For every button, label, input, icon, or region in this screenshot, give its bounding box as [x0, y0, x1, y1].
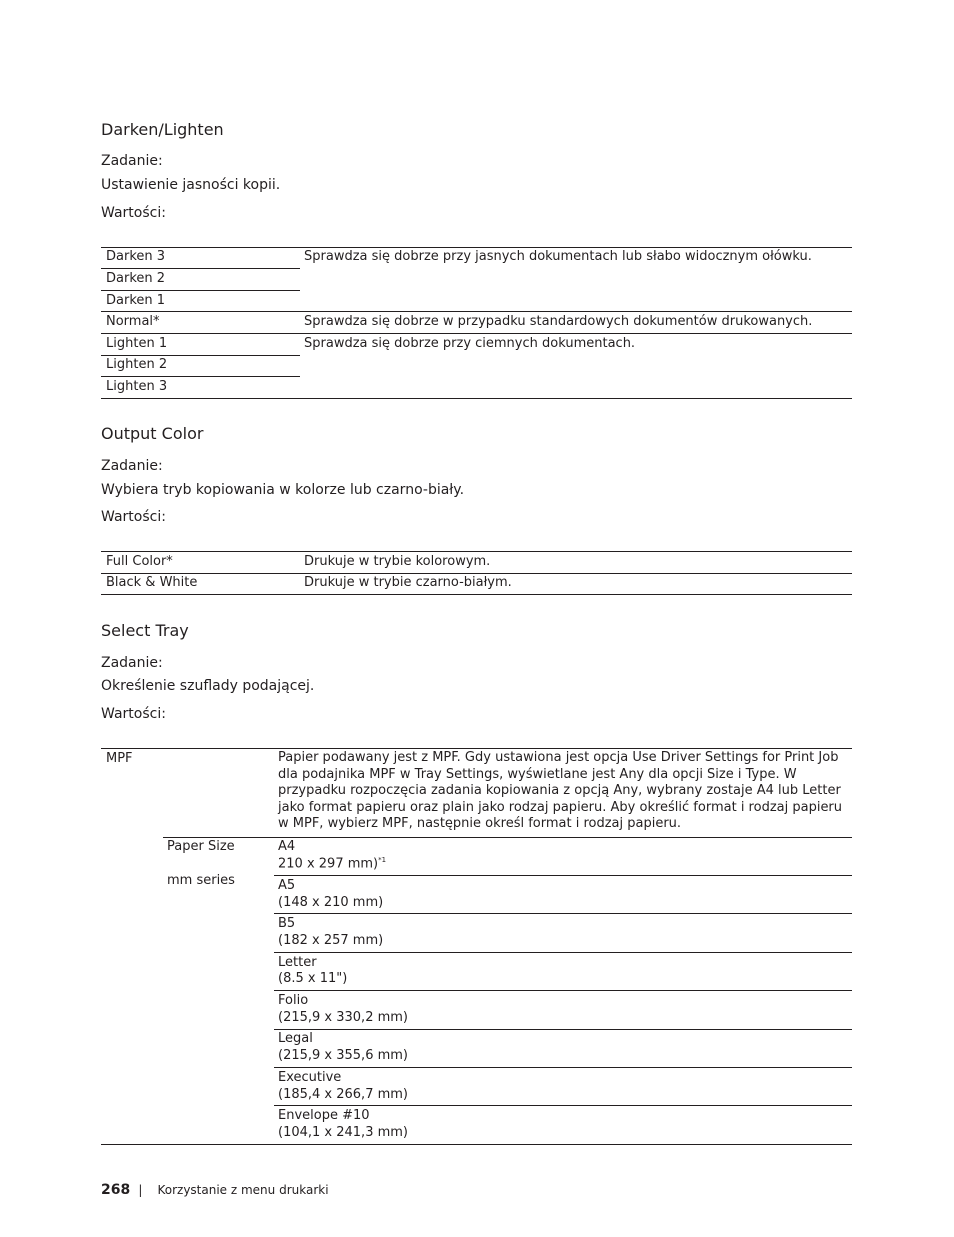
table-cell-desc: Sprawdza się dobrze przy jasnych dokumentach lub słabo widocznym ołówku.	[304, 249, 812, 264]
zadanie-text: Wybiera tryb kopiowania w kolorze lub czarno-biały.	[101, 482, 465, 498]
table-cell-value: Full Color*	[106, 554, 173, 569]
table-cell-desc: Drukuje w trybie kolorowym.	[304, 554, 491, 569]
size-name: A5	[278, 878, 296, 893]
size-dims: (185,4 x 266,7 mm)	[278, 1087, 408, 1102]
table-cell-value: Lighten 2	[106, 357, 168, 372]
size-name: Legal	[278, 1031, 313, 1046]
page-footer	[101, 1179, 329, 1198]
footnote-marker: *1	[378, 856, 387, 864]
mpf-description: Papier podawany jest z MPF. Gdy ustawiona jest opcja Use Driver Settings for Print Job dla podajnika MPF w Tray Settings, wyświetlane jest Any dla opcji Size i Type. W przypadku rozpoczęcia zadania kopiowania z opcją Any, wybrany zostaje A4 lub Letter jako format papieru oraz plain jako rodzaj papieru. Aby określić format i rodzaj papieru w MPF, wybierz MPF, następnie określ format i rodzaj papieru.	[278, 750, 843, 832]
table-rule	[163, 837, 852, 838]
table-rule	[274, 875, 852, 876]
size-name: B5	[278, 916, 296, 931]
size-name: Envelope #10	[278, 1108, 370, 1123]
table-cell-value: Darken 1	[106, 293, 166, 308]
size-dims: (104,1 x 241,3 mm)	[278, 1125, 408, 1140]
table-rule	[101, 376, 300, 377]
size-name: Folio	[278, 993, 309, 1008]
paper-size-label: Paper Size	[167, 839, 235, 854]
size-name: A4	[278, 839, 296, 854]
size-name: Executive	[278, 1070, 342, 1085]
zadanie-label: Zadanie:	[101, 153, 163, 169]
mpf-label: MPF	[106, 751, 133, 766]
size-name: Letter	[278, 955, 317, 970]
mm-series-label: mm series	[167, 873, 235, 888]
table-cell-value: Lighten 1	[106, 336, 168, 351]
table-rule	[101, 355, 300, 356]
table-cell-value: Lighten 3	[106, 379, 168, 394]
size-dims: (215,9 x 355,6 mm)	[278, 1048, 408, 1063]
section-title-darken-lighten: Darken/Lighten	[101, 120, 224, 139]
zadanie-text: Określenie szuflady podającej.	[101, 678, 315, 694]
section-title-select-tray: Select Tray	[101, 621, 189, 640]
footer-separator: |	[138, 1183, 143, 1197]
zadanie-label: Zadanie:	[101, 655, 163, 671]
table-rule	[101, 398, 852, 399]
wartosci-label: Wartości:	[101, 706, 166, 722]
table-rule	[274, 913, 852, 914]
table-cell-desc: Sprawdza się dobrze w przypadku standardowych dokumentów drukowanych.	[304, 314, 813, 329]
table-rule	[101, 748, 852, 749]
page-number: 268	[101, 1182, 131, 1198]
size-dims: 210 x 297 mm)$^{*1}$	[278, 856, 387, 872]
table-rule	[274, 990, 852, 991]
size-dims: (215,9 x 330,2 mm)	[278, 1010, 408, 1025]
size-dims: (8.5 x 11")	[278, 971, 348, 986]
wartosci-label: Wartości:	[101, 205, 166, 221]
table-rule	[274, 1029, 852, 1030]
table-rule	[101, 594, 852, 595]
table-cell-value: Normal*	[106, 314, 160, 329]
size-dims: (182 x 257 mm)	[278, 933, 384, 948]
table-rule	[101, 551, 852, 552]
table-rule	[101, 290, 300, 291]
table-cell-desc: Drukuje w trybie czarno-białym.	[304, 575, 512, 590]
table-rule	[274, 952, 852, 953]
table-rule	[101, 333, 852, 334]
zadanie-text: Ustawienie jasności kopii.	[101, 177, 281, 193]
table-rule	[274, 1105, 852, 1106]
table-rule	[101, 1144, 852, 1145]
table-cell-value: Darken 2	[106, 271, 166, 286]
section-title-output-color: Output Color	[101, 424, 204, 443]
table-rule	[101, 573, 852, 574]
table-cell-value: Black & White	[106, 575, 198, 590]
zadanie-label: Zadanie:	[101, 458, 163, 474]
table-rule	[101, 247, 852, 248]
size-dims: (148 x 210 mm)	[278, 895, 384, 910]
table-cell-desc: Sprawdza się dobrze przy ciemnych dokumentach.	[304, 336, 636, 351]
wartosci-label: Wartości:	[101, 509, 166, 525]
footer-text: Korzystanie z menu drukarki	[157, 1183, 329, 1197]
table-rule	[101, 311, 852, 312]
table-rule	[101, 268, 300, 269]
table-rule	[274, 1067, 852, 1068]
table-cell-value: Darken 3	[106, 249, 166, 264]
